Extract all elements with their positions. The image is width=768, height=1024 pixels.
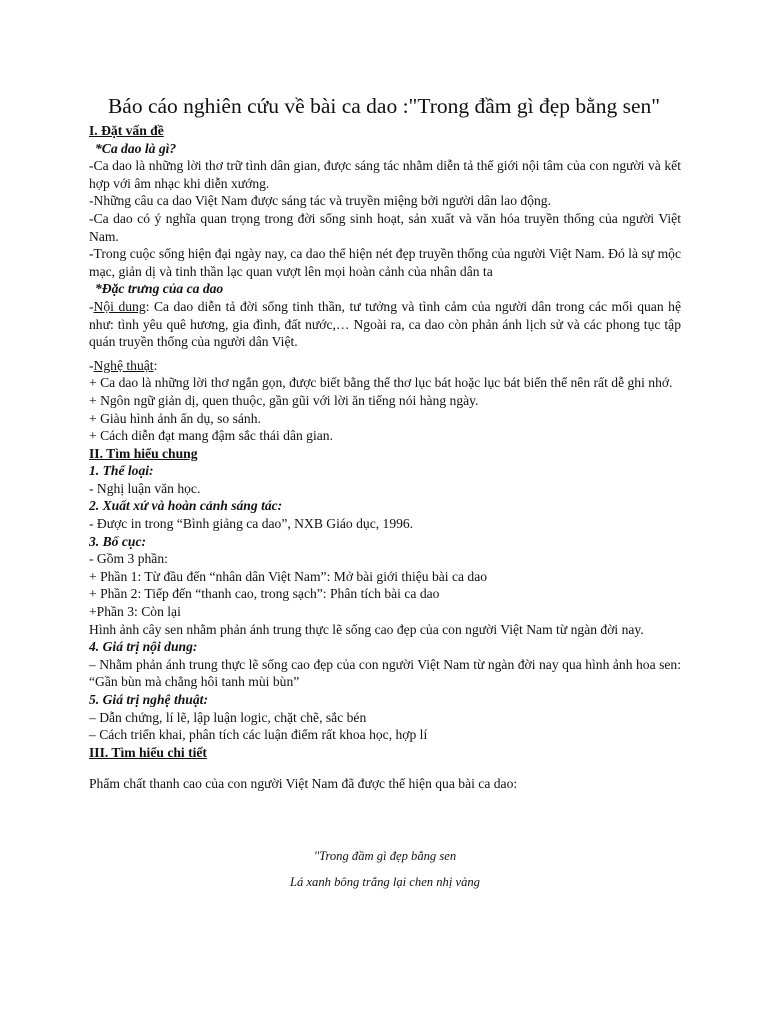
list-item: + Phần 2: Tiếp đến “thanh cao, trong sạch”: Phân tích bài ca dao [89,586,440,602]
subheading-traits: *Đặc trưng của ca dao [95,281,224,297]
paragraph: Hình ảnh cây sen nhằm phản ánh trung thực lẽ sống cao đẹp của con người Việt Nam từ ngàn đời nay. [89,621,644,637]
list-item: + Cách diễn đạt mang đậm sắc thái dân gian. [89,428,333,444]
list-item: +Phần 3: Còn lại [89,604,181,620]
document-body [89,122,681,793]
subheading-genre: 1. Thể loại: [89,463,154,479]
paragraph: -Ca dao có ý nghĩa quan trọng trong đời sống sinh hoạt, sản xuất và văn hóa truyền thống của người Việt Nam. [89,210,681,244]
list-item: + Giàu hình ảnh ẩn dụ, so sánh. [89,410,261,426]
label-noi-dung: Nội dung [93,298,146,314]
subheading-what-is-ca-dao: *Ca dao là gì? [95,140,177,156]
label-nghe-thuat: Nghệ thuật [93,357,154,373]
poem-line-2: Lá xanh bông trắng lại chen nhị vàng [290,875,480,889]
section-heading-1: I. Đặt vấn đề [89,123,164,138]
list-item: + Ca dao là những lời thơ ngắn gọn, được biết bằng thể thơ lục bát hoặc lục bát biến thể nên rất dễ ghi nhớ. [89,375,673,391]
paragraph: -Những câu ca dao Việt Nam được sáng tác và truyền miệng bởi người dân lao động. [89,193,551,209]
paragraph: Phẩm chất thanh cao của con người Việt Nam đã được thể hiện qua bài ca dao: [89,776,518,792]
list-item: - Gồm 3 phần: [89,551,168,567]
subheading-art-value: 5. Giá trị nghệ thuật: [89,692,208,707]
content-text: : Ca dao diễn tả đời sống tinh thần, tư tưởng và tình cảm của người dân trong các mối quan hệ như: tình yêu quê hương, gia đình, đất nước,… Ngoài ra, ca dao còn phản ánh lịch sử và các phong tục tập quán truyền thống của người dân Việt. [89,298,681,350]
list-item: – Dẫn chứng, lí lẽ, lập luận logic, chặt chẽ, sắc bén [89,709,367,725]
section-heading-2: II. Tìm hiểu chung [89,445,198,461]
dash: - [89,298,94,314]
list-item: + Ngôn ngữ giản dị, quen thuộc, gần gũi với lời ăn tiếng nói hàng ngày. [89,392,479,408]
poem-line-1: "Trong đầm gì đẹp bằng sen [313,849,457,863]
paragraph: - Nghị luận văn học. [89,480,201,496]
subheading-origin: 2. Xuất xứ và hoàn cảnh sáng tác: [89,498,283,514]
dash: - [89,357,94,373]
paragraph: -Ca dao là những lời thơ trữ tình dân gian, được sáng tác nhằm diễn tả thế giới nội tâm của con người và kết hợp với âm nhạc khi diễn xướng. [89,158,681,191]
subheading-layout: 3. Bố cục: [89,533,147,549]
list-item: – Cách triển khai, phân tích các luận điểm rất khoa học, hợp lí [89,727,428,743]
subheading-content-value: 4. Giá trị nội dung: [89,639,198,655]
paragraph-content [89,298,681,351]
colon: : [153,357,158,373]
paragraph: - Được in trong “Bình giảng ca dao”, NXB Giáo dục, 1996. [89,516,414,532]
paragraph: -Trong cuộc sống hiện đại ngày nay, ca dao thể hiện nét đẹp truyền thống của người Việt Nam. Đó là sự mộc mạc, giản dị và tinh thần lạc quan vượt lên mọi hoàn cảnh của nhân dân ta [89,246,681,279]
list-item: + Phần 1: Từ đầu đến “nhân dân Việt Nam”: Mở bài giới thiệu bài ca dao [89,568,488,584]
document-title: Báo cáo nghiên cứu về bài ca dao :"Trong đầm gì đẹp bằng sen" [107,94,661,118]
section-heading-3: III. Tìm hiểu chi tiết [89,744,207,760]
paragraph: – Nhằm phản ánh trung thực lẽ sống cao đẹp của con người Việt Nam từ ngàn đời nay qua hình ảnh hoa sen: “Gần bùn mà chẳng hôi tanh mùi bùn” [89,656,681,690]
paragraph-art-label [89,357,681,375]
